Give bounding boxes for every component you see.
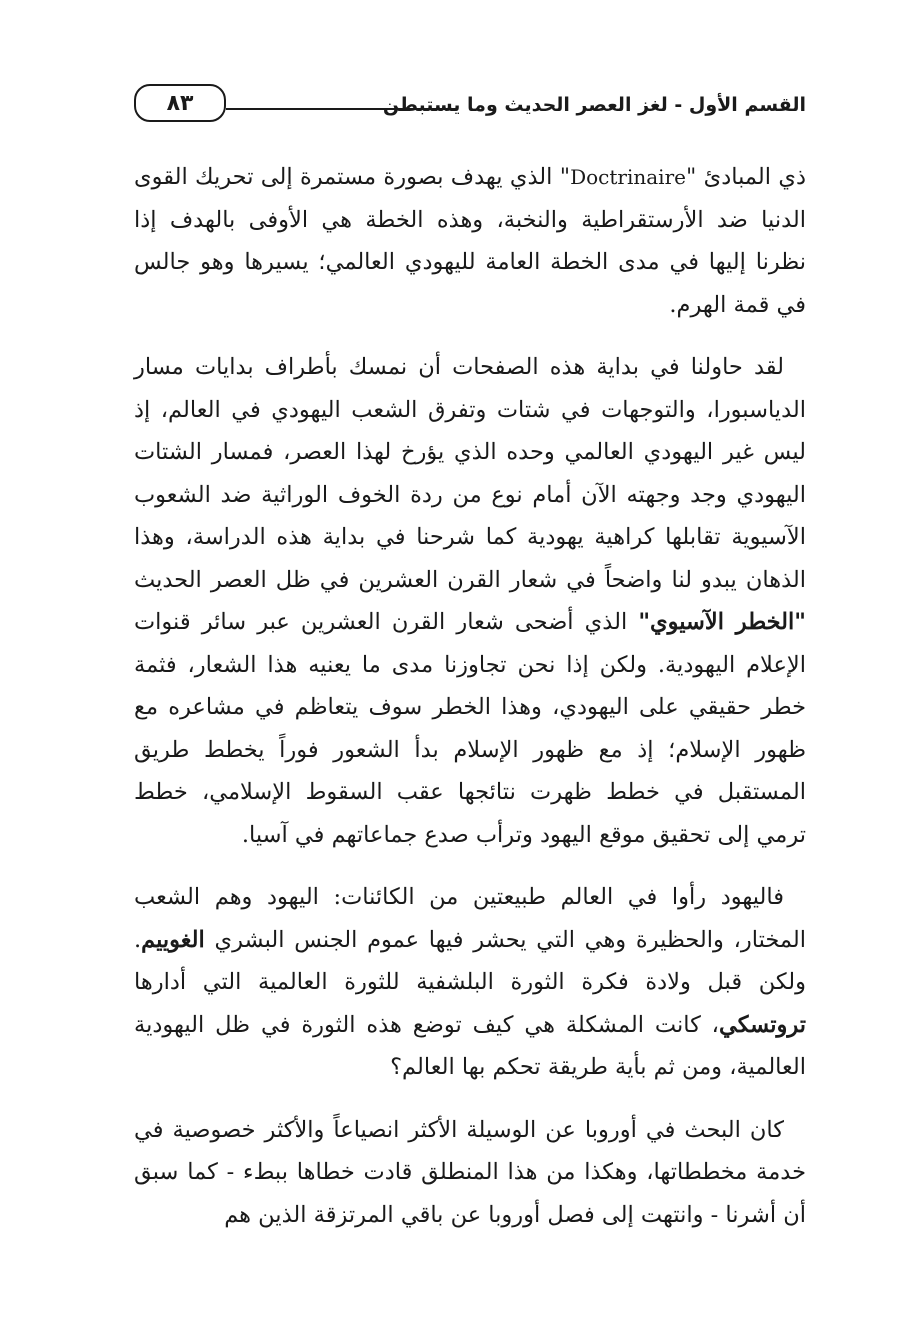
text-run: ذي المبادئ " <box>685 164 806 190</box>
text-run: ، كانت المشكلة هي كيف توضع هذه الثورة في ظل اليهودية العالمية، ومن ثم بأية طريقة تحكم بها العالم؟ <box>134 1011 806 1080</box>
bold-term: الغوييم <box>141 926 205 953</box>
text-run: كان البحث في أوروبا عن الوسيلة الأكثر انصياعاً والأكثر خصوصية في خدمة مخططاتها، وهكذا من هذا المنطلق قادت خطاها ببطء - كما سبق أن أشرنا - وانتهت إلى فصل أوروبا عن باقي المرتزقة الذين هم <box>134 1116 806 1228</box>
latin-term: Doctrinaire <box>570 165 686 189</box>
bold-term: "الخطر الآسيوي" <box>638 609 807 635</box>
page-header <box>134 84 806 128</box>
paragraph-4 <box>134 1109 806 1237</box>
text-run: فاليهود رأوا في العالم طبيعتين من الكائنات: اليهود وهم الشعب المختار، والحظيرة وهي التي يحشر فيها عموم الجنس البشري <box>134 884 806 953</box>
text-run: . ولكن قبل ولادة فكرة الثورة البلشفية للثورة العالمية التي أدارها <box>134 926 806 995</box>
text-run: " الذي يهدف بصورة مستمرة إلى تحريك القوى الدنيا ضد الأرستقراطية والنخبة، وهذه الخطة هي الأوفى بالهدف إذا نظرنا إليها في مدى الخطة العامة لليهودي العالمي؛ يسيرها وهو جالس في قمة الهرم. <box>134 164 806 318</box>
text-run: لقد حاولنا في بداية هذه الصفحات أن نمسك بأطراف بدايات مسار الدياسبورا، والتوجهات في شتات وتفرق الشعب اليهودي في العالم، إذ ليس غير اليهودي العالمي وحده الذي يؤرخ لهذا العصر، فمسار الشتات اليهودي وجد وجهته الآن أمام نوع من ردة الخوف الوراثية ضد الشعوب الآسيوية تقابلها كراهية يهودية كما شرحنا في بداية هذه الدراسة، وهذا الذهان يبدو لنا واضحاً في شعار القرن العشرين في ظل العصر الحديث <box>134 354 806 593</box>
body-text <box>134 156 806 1256</box>
bold-term: تروتسكي <box>718 1011 806 1038</box>
page-number: ٨٣ <box>134 84 226 122</box>
paragraph-1 <box>134 156 806 326</box>
paragraph-3 <box>134 876 806 1089</box>
running-title: القسم الأول - لغز العصر الحديث وما يستبطن <box>382 94 806 116</box>
text-run: الذي أضحى شعار القرن العشرين عبر سائر قنوات الإعلام اليهودية. ولكن إذا نحن تجاوزنا مدى ما يعنيه هذا الشعار، فثمة خطر حقيقي على اليهودي، وهذا الخطر سوف يتعاظم في مشاعره مع ظهور الإسلام؛ إذ مع ظهور الإسلام بدأ الشعور فوراً يخطط طريق المستقبل في خطط ظهرت نتائجها عقب السقوط الإسلامي، خطط ترمي إلى تحقيق موقع اليهود وترأب صدع جماعاتهم في آسيا. <box>134 609 806 848</box>
paragraph-2 <box>134 346 806 856</box>
header-rule <box>226 108 458 110</box>
